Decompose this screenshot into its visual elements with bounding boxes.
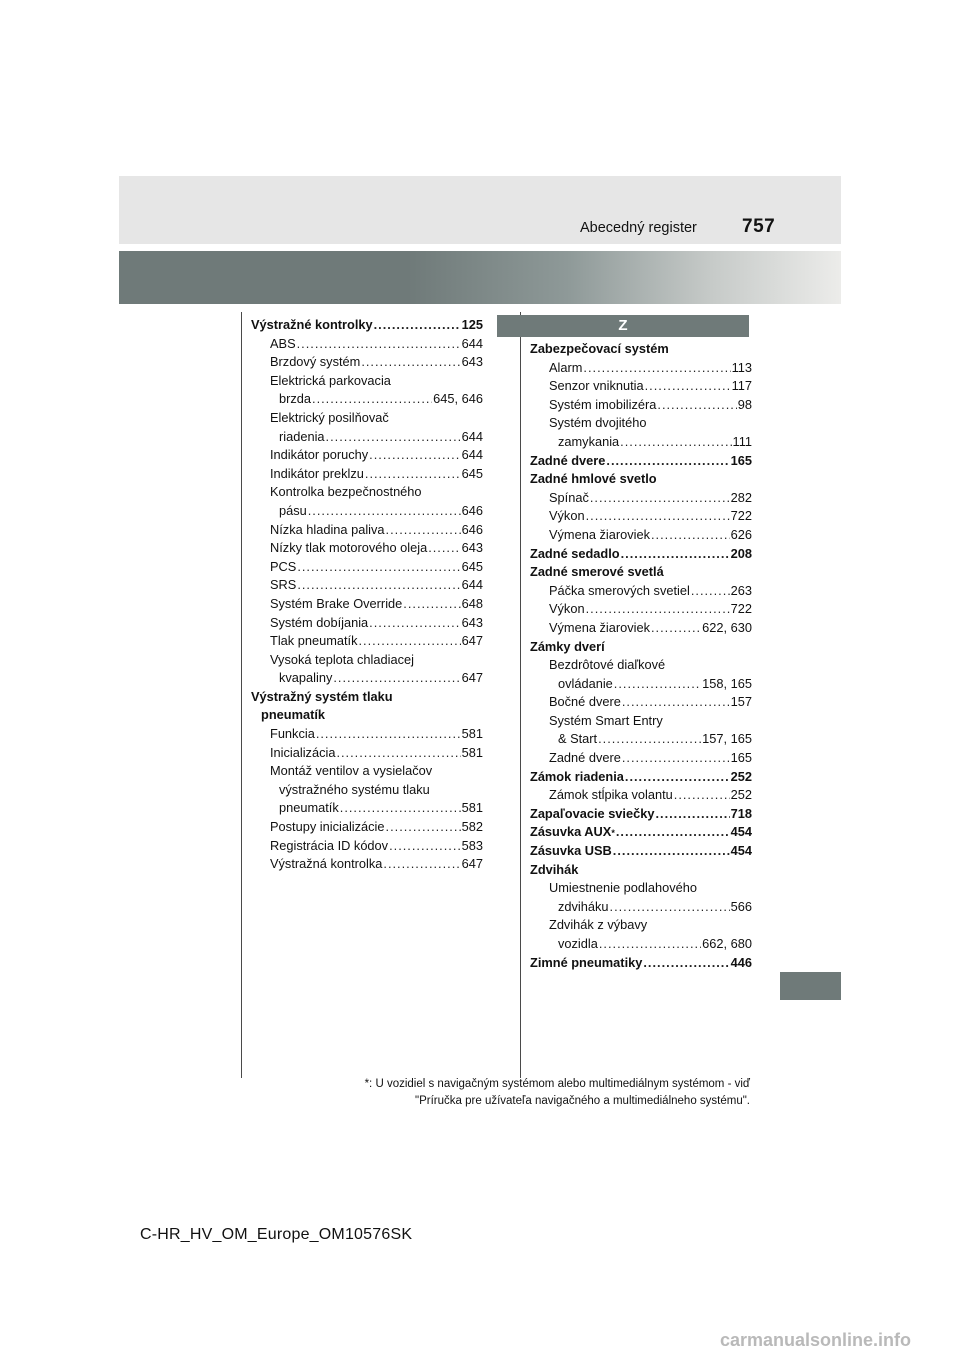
index-entry-page[interactable]: 252 <box>730 768 752 784</box>
index-entry-text: ABS <box>270 335 296 351</box>
index-entry <box>251 576 483 595</box>
index-entry-page[interactable]: 157 <box>730 694 752 710</box>
index-entry-text: Zámky dverí <box>530 638 605 654</box>
index-entry <box>251 558 483 577</box>
leader-dots <box>614 675 701 694</box>
index-entry <box>251 762 483 781</box>
index-entry <box>251 595 483 614</box>
index-entry <box>251 799 483 818</box>
index-entry <box>251 483 483 502</box>
index-entry-text: výstražného systému tlaku <box>279 781 430 797</box>
index-entry-page[interactable]: 718 <box>730 805 752 821</box>
leader-dots <box>386 818 461 837</box>
leader-dots <box>365 465 461 484</box>
index-entry-page[interactable]: 647 <box>461 670 483 686</box>
leader-dots <box>361 353 460 372</box>
index-entry-text: Spínač <box>549 489 589 505</box>
index-entry <box>530 489 752 508</box>
index-entry <box>530 359 752 378</box>
index-entry-text: Výstražný systém tlaku <box>251 688 393 704</box>
index-entry-text: Nízky tlak motorového oleja <box>270 540 428 556</box>
index-entry-text: Montáž ventilov a vysielačov <box>270 763 433 779</box>
leader-dots <box>374 316 461 335</box>
index-entry <box>251 669 483 688</box>
index-entry-text: Zadné dvere <box>549 750 621 766</box>
index-entry-page[interactable]: 626 <box>730 526 752 542</box>
index-entry <box>251 502 483 521</box>
index-entry-text: Indikátor poruchy <box>270 447 369 463</box>
index-entry-page[interactable]: 643 <box>461 354 483 370</box>
index-entry-text: riadenia <box>279 428 325 444</box>
index-entry-text: Nízka hladina paliva <box>270 521 385 537</box>
leader-dots <box>333 669 460 688</box>
index-entry-text: Zabezpečovací systém <box>530 341 669 356</box>
index-entry-text: Zapaľovacie sviečky <box>530 805 655 821</box>
index-entry-text: Výstražná kontrolka <box>270 856 383 872</box>
index-entry-text: pneumatík <box>261 707 325 723</box>
leader-dots <box>606 452 729 471</box>
index-entry <box>530 507 752 526</box>
leader-dots <box>621 545 730 564</box>
index-entry-page[interactable]: 722 <box>730 508 752 524</box>
index-entry-text: ovládanie <box>558 675 613 691</box>
index-entry <box>251 409 483 428</box>
leader-dots <box>610 898 730 917</box>
index-entry-page[interactable]: 582 <box>461 819 483 835</box>
index-entry-text: Zdvihák <box>530 861 579 877</box>
column-divider-left <box>241 312 242 1078</box>
index-entry-text: Brzdový systém <box>270 354 361 370</box>
leader-dots <box>297 576 460 595</box>
gradient-band <box>119 251 841 304</box>
index-entry-page[interactable]: 208 <box>730 545 752 561</box>
leader-dots <box>316 725 461 744</box>
leader-dots <box>297 335 461 354</box>
index-entry-page[interactable]: 643 <box>461 540 483 556</box>
index-entry-text: & Start <box>558 731 598 747</box>
index-entry <box>530 879 752 898</box>
index-entry-text: Zadné sedadlo <box>530 545 620 561</box>
leader-dots <box>651 619 701 638</box>
index-entry-page[interactable]: 645 <box>461 465 483 481</box>
index-entry-page[interactable]: 644 <box>461 428 483 444</box>
index-entry-text: Výmena žiaroviek <box>549 526 650 542</box>
index-entry-page[interactable]: 117 <box>731 378 752 394</box>
index-entry <box>530 768 752 787</box>
index-entry-text: Registrácia ID kódov <box>270 837 389 853</box>
index-entry <box>530 340 752 359</box>
leader-dots <box>586 600 730 619</box>
index-entry-page[interactable]: 647 <box>461 633 483 649</box>
footnote-line-2: "Príručka pre užívateľa navigačného a multimediálneho systému". <box>415 1095 750 1107</box>
leader-dots <box>599 935 701 954</box>
index-entry <box>530 619 752 638</box>
leader-dots <box>383 855 460 874</box>
leader-dots <box>657 396 736 415</box>
leader-dots <box>622 693 730 712</box>
index-entry-text: Zadné hmlové svetlo <box>530 471 657 487</box>
index-entry <box>530 414 752 433</box>
leader-dots <box>297 558 460 577</box>
index-entry <box>251 316 483 335</box>
index-entry <box>530 693 752 712</box>
index-entry <box>530 916 752 935</box>
leader-dots <box>389 837 461 856</box>
index-entry-text: Vysoká teplota chladiacej <box>270 651 414 667</box>
leader-dots <box>598 730 701 749</box>
index-entry-page[interactable]: 644 <box>461 447 483 463</box>
index-entry-text: kvapaliny <box>279 670 333 686</box>
index-entry-text: Výstražné kontrolky <box>251 317 373 332</box>
index-entry <box>251 446 483 465</box>
index-entry-page[interactable]: 581 <box>461 744 483 760</box>
index-entry <box>530 954 752 973</box>
index-entry-page[interactable]: 644 <box>461 335 483 351</box>
index-entry-text: Systém Brake Override <box>270 595 403 611</box>
leader-dots <box>583 359 730 378</box>
index-entry <box>251 353 483 372</box>
leader-dots <box>326 428 461 447</box>
index-entry-text: pásu <box>279 502 307 518</box>
leader-dots <box>386 521 461 540</box>
index-entry <box>530 656 752 675</box>
leader-dots <box>428 539 460 558</box>
index-entry-text: Zadné smerové svetlá <box>530 564 664 580</box>
index-entry-text: Tlak pneumatík <box>270 633 358 649</box>
index-entry-page[interactable]: 113 <box>731 359 752 375</box>
leader-dots <box>613 842 730 861</box>
watermark: carmanualsonline.info <box>720 1330 912 1350</box>
leader-dots <box>655 805 729 824</box>
index-entry-page[interactable]: 165 <box>730 750 752 766</box>
leader-dots <box>691 582 730 601</box>
index-entry-page[interactable]: 648 <box>461 595 483 611</box>
index-entry-text: Páčka smerových svetiel <box>549 582 690 598</box>
index-entry-text: Indikátor preklzu <box>270 465 364 481</box>
index-entry-text: Umiestnenie podlahového <box>549 880 697 896</box>
index-entry <box>251 706 483 725</box>
index-entry <box>530 842 752 861</box>
index-entry-text: PCS <box>270 558 297 574</box>
index-entry-text: Zámok riadenia <box>530 768 624 784</box>
index-entry <box>530 563 752 582</box>
index-entry <box>530 600 752 619</box>
leader-dots <box>308 502 461 521</box>
index-entry-page[interactable]: 98 <box>737 396 752 412</box>
page-number: 757 <box>742 216 776 237</box>
leader-dots <box>645 377 731 396</box>
index-entry-text: Bočné dvere <box>549 694 621 710</box>
index-entry <box>251 744 483 763</box>
side-tab-marker <box>780 972 841 1000</box>
index-entry-page[interactable]: 165 <box>730 452 752 468</box>
index-entry <box>251 651 483 670</box>
index-entry <box>251 725 483 744</box>
index-entry <box>251 855 483 874</box>
leader-dots <box>643 954 729 973</box>
index-entry-page[interactable]: 282 <box>730 489 752 505</box>
index-entry <box>530 935 752 954</box>
index-entry <box>251 837 483 856</box>
index-entry-page[interactable]: 566 <box>730 898 752 914</box>
index-entry <box>251 390 483 409</box>
index-entry <box>530 898 752 917</box>
index-entry <box>530 675 752 694</box>
index-entry-page[interactable]: 125 <box>461 317 483 332</box>
index-column-1 <box>251 316 483 874</box>
index-entry <box>530 470 752 489</box>
index-entry-page[interactable]: 643 <box>461 614 483 630</box>
index-entry-text: Systém dvojitého <box>549 415 647 431</box>
index-letter-heading: Z <box>497 315 749 337</box>
footnote-line-1: *: U vozidiel s navigačným systémom alebo multimediálnym systémom - viď <box>364 1078 750 1090</box>
index-entry <box>530 638 752 657</box>
leader-dots <box>625 768 730 787</box>
index-entry-text: pneumatík <box>279 800 339 816</box>
index-entry-page[interactable]: 645 <box>461 558 483 574</box>
index-entry-text: zamykania <box>558 433 620 449</box>
index-entry <box>251 688 483 707</box>
index-entry <box>251 781 483 800</box>
index-entry-text: Výmena žiaroviek <box>549 619 650 635</box>
index-entry <box>530 396 752 415</box>
index-entry-page[interactable]: 645, 646 <box>433 391 483 407</box>
leader-dots <box>312 390 432 409</box>
index-entry <box>251 818 483 837</box>
leader-dots <box>616 823 730 842</box>
index-entry-page[interactable]: 583 <box>461 837 483 853</box>
index-entry-page[interactable]: 646 <box>461 521 483 537</box>
leader-dots <box>622 749 730 768</box>
index-entry <box>530 433 752 452</box>
index-entry <box>251 614 483 633</box>
index-entry-page[interactable]: 111 <box>732 433 752 449</box>
index-entry-page[interactable]: 722 <box>730 601 752 617</box>
leader-dots <box>403 595 460 614</box>
index-entry-text: Elektrická parkovacia <box>270 372 391 388</box>
index-entry-text: Inicializácia <box>270 744 336 760</box>
index-entry-text: Zámok stĺpika volantu <box>549 787 673 803</box>
index-entry-text: Zdvihák z výbavy <box>549 917 648 933</box>
leader-dots <box>359 632 461 651</box>
index-entry-text: Výkon <box>549 601 585 617</box>
index-entry <box>251 372 483 391</box>
index-entry <box>530 452 752 471</box>
leader-dots <box>340 799 461 818</box>
index-entry-text: zdviháku <box>558 898 609 914</box>
index-entry-page[interactable]: 446 <box>730 954 752 970</box>
index-entry <box>530 545 752 564</box>
index-entry-page[interactable]: 158, 165 <box>702 675 752 691</box>
index-entry <box>251 428 483 447</box>
index-entry-page[interactable]: 647 <box>461 856 483 872</box>
index-entry-text: Funkcia <box>270 726 315 742</box>
index-entry-text: Postupy inicializácie <box>270 819 385 835</box>
index-entry <box>251 521 483 540</box>
index-entry-page[interactable]: 263 <box>730 582 752 598</box>
index-entry-text: Zadné dvere <box>530 452 606 468</box>
leader-dots <box>369 614 460 633</box>
index-entry <box>530 786 752 805</box>
index-entry <box>530 377 752 396</box>
index-entry <box>251 632 483 651</box>
index-entry <box>251 539 483 558</box>
index-entry-page[interactable]: 252 <box>730 787 752 803</box>
index-entry: Zásuvka AUX * ..... 454 <box>530 823 752 842</box>
index-entry-page[interactable]: 622, 630 <box>702 619 752 635</box>
index-entry-page[interactable]: 662, 680 <box>702 936 752 951</box>
index-entry-text: Kontrolka bezpečnostného <box>270 484 422 500</box>
index-entry-text: Elektrický posilňovač <box>270 409 389 425</box>
leader-dots <box>369 446 460 465</box>
index-entry <box>530 730 752 749</box>
index-entry-page[interactable]: 644 <box>461 577 483 593</box>
index-entry <box>530 526 752 545</box>
index-entry <box>530 749 752 768</box>
index-entry <box>251 335 483 354</box>
leader-dots <box>620 433 731 452</box>
leader-dots <box>336 744 460 763</box>
index-entry-text: brzda <box>279 391 312 407</box>
index-entry-page[interactable]: 581 <box>461 800 483 816</box>
index-entry-text: Alarm <box>549 359 583 375</box>
document-code: C-HR_HV_OM_Europe_OM10576SK <box>140 1226 413 1243</box>
index-entry-text: Systém imobilizéra <box>549 396 657 412</box>
index-entry-text: Zásuvka AUX <box>530 824 612 840</box>
index-entry <box>530 712 752 731</box>
footnote <box>230 1076 750 1110</box>
leader-dots <box>590 489 730 508</box>
section-title: Abecedný register <box>580 220 697 236</box>
index-entry <box>530 582 752 601</box>
index-entry-text: Senzor vniknutia <box>549 378 644 394</box>
index-entry-text: Systém Smart Entry <box>549 712 663 728</box>
leader-dots <box>674 786 730 805</box>
index-entry-page[interactable]: 454 <box>730 843 752 859</box>
index-entry-page[interactable]: 157, 165 <box>702 731 752 747</box>
index-entry-page[interactable]: 454 <box>730 824 752 840</box>
index-column-2 <box>530 340 752 972</box>
index-entry-text: Systém dobíjania <box>270 614 369 630</box>
index-entry-text: SRS <box>270 577 297 593</box>
leader-dots <box>651 526 730 545</box>
index-entry-page[interactable]: 646 <box>461 502 483 518</box>
index-entry-text: Zásuvka USB <box>530 843 612 859</box>
index-entry <box>251 465 483 484</box>
header-band <box>119 176 841 244</box>
index-entry <box>530 805 752 824</box>
column-divider-middle <box>520 312 521 1078</box>
index-entry-text: Zimné pneumatiky <box>530 954 643 970</box>
index-entry-text: Bezdrôtové diaľkové <box>549 657 666 673</box>
index-entry-text: vozidla <box>558 936 598 951</box>
index-entry <box>530 861 752 880</box>
index-entry-text: Výkon <box>549 508 585 524</box>
index-entry-page[interactable]: 581 <box>461 726 483 742</box>
leader-dots <box>586 507 730 526</box>
